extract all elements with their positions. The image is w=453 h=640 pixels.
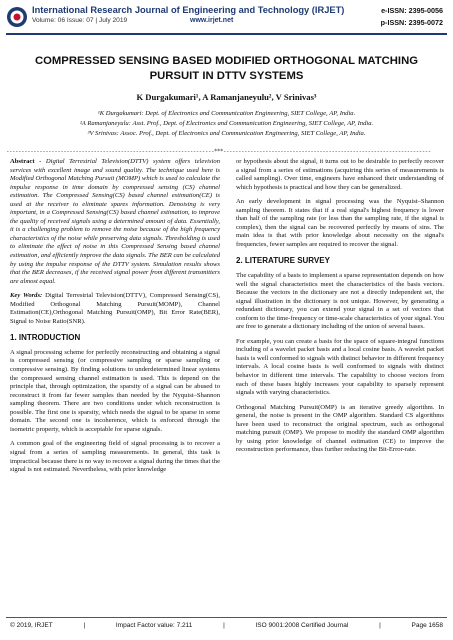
journal-header — [0, 0, 453, 34]
header-rule — [6, 33, 447, 35]
p-issn: p-ISSN: 2395-0072 — [380, 18, 443, 27]
e-issn: e-ISSN: 2395-0056 — [381, 6, 443, 15]
right-paragraph-3: The capability of a basis to implement a sparse representation depends on how well the signal characteristics meet the characteristics of the basis vectors. Because the vectors in the dictionary are not a directly independent set, the signal illustration in the dictionary is not unique. However, by generating a redundant dictionary, you can extend your signal in a set of vectors that conform to the time-frequency or time-scale characteristics of your signal. You are free to generate a dictionary including of the union of several bases. — [236, 272, 445, 331]
journal-volume: Volume: 06 Issue: 07 | July 2019 — [32, 17, 128, 24]
footer-separator-3: | — [379, 622, 381, 629]
right-paragraph-4: For example, you can create a basis for the space of square-integral functions including of a wavelet packet basis and a local cosine basis. A wavelet packet basis is well conformed to signals with distinct behavior in different frequency intervals. A local cosine basis is well conformed to signals with distinct behavior in different time intervals. The capability to choose vectors from each of these bases highly increases your capability to sparsely represent signals with varying characteristics. — [236, 337, 444, 397]
footer-iso: ISO 9001:2008 Certified Journal — [255, 622, 349, 629]
abstract — [10, 158, 220, 286]
footer-separator-1: | — [83, 622, 86, 629]
keywords — [10, 292, 220, 326]
left-column — [10, 158, 220, 481]
footer-page-number: Page 1658 — [411, 622, 443, 629]
footer-impact-factor: Impact Factor value: 7.211 — [115, 622, 193, 629]
paper-title: COMPRESSED SENSING BASED MODIFIED ORTHOGONAL MATCHING PURSUIT IN DTTV SYSTEMS — [34, 55, 419, 82]
paper-authors: K Durgakumari¹, A Ramanjaneyulu², V Srinivas³ — [136, 92, 317, 102]
abstract-label: Abstract - — [10, 158, 42, 165]
abstract-text: Digital Terrestrial Television(DTTV) system offers television services with excellent image and sound quality. The technique used here is Modified Orthogonal Matching Pursuit (MOMP) which is used to calculate the impulse response in time domain by compressed sensing (CS) channel estimation. The Compressed Sensing(CS) based channel estimation(CE) is used at the receiver to eliminate spares information. Denoising is very important, in a Compressed Sensing(CS) based channel estimation, to improve the quality of received signals using a determined amount of data. Essentially, it is a challenging problem to remove the noise because of the high frequency characteristics of the noise while preserving data signals. Thresholding is used to eliminate the effect of noise in this Compressed Sensing based channel estimation, and efficiently improve the data signals. The BER can be calculated by using the impulse response of the DTTV system. Simulation results shows that the BER decreases, if the received signal power from different transmitters are almost equal. — [10, 158, 221, 285]
journal-website[interactable]: www.irjet.net — [190, 17, 234, 24]
right-paragraph-2: An early development in signal processing was the Nyquist–Shannon sampling theorem. It states that if a real signal's highest frequency is lower than half of the sampling rate (or less than the sampling rate, if the signal is complex), then the signal can be recovered perfectly by means of sins. The main idea is that with prior knowledge about necessity on the signal's frequencies, fewer samples are required to recover the signal. — [236, 198, 444, 248]
section-separator: ---------------------------------------------------------------------***--------------------------------------------------------------------- — [6, 148, 431, 155]
keywords-text: Digital Terrestrial Television(DTTV), Compressed Sensing(CS), Modified Orthogonal Matching Pursuit(MOMP), Channel Estimation(CE),Orthogonal Matching Pursuit(OMP), Bit Error Rate(BER), Signal to Noise Ratio(SNR). — [10, 292, 220, 325]
affiliation-1: ¹K Durgakumari: Dept. of Electronics and Communication Engineering, SIET College, AP, India. — [97, 110, 356, 117]
keywords-label: Key Words: — [10, 292, 43, 300]
affiliation-2: ²A Ramanjaneyulu: Asst. Prof., Dept. of Electronics and Communication Engineering, SIET College, AP, India. — [79, 120, 374, 127]
footer-copyright: © 2019, IRJET — [10, 622, 53, 629]
right-paragraph-5: Orthogonal Matching Pursuit(OMP) is an iterative greedy algorithm. In general, the noise is present in the OMP algorithm. Standard CS algorithms have been used to reconstruct the original spectrum, such as orthogonal matching pursuit (OMP). We propose to modify the standard OMP algorithm by using prior knowledge of channel estimation (CE) to improve the reconstruction performance, thus further reducing the Bit-Error-rate. — [236, 403, 444, 454]
footer-separator-2: | — [223, 622, 225, 629]
right-column — [236, 158, 444, 461]
affiliation-3: ³V Srinivas: Assoc. Prof., Dept. of Electronics and Communication Engineering, SIET College, AP, India. — [87, 130, 366, 137]
section-heading-literature-survey: 2. LITERATURE SURVEY — [236, 256, 330, 266]
right-paragraph-1: or hypothesis about the signal, it turns out to be desirable to perfectly recover a signal from a series of estimations (acquiring this series of measurements is called sampling). Over time, engineers have enhanced their understanding of which hypothesis is practical and how they can be generalized. — [236, 158, 444, 191]
section-heading-introduction: 1. INTRODUCTION — [10, 333, 81, 343]
journal-name: International Research Journal of Engineering and Technology (IRJET) — [32, 5, 345, 15]
footer-rule — [6, 617, 447, 618]
page-footer — [10, 622, 443, 629]
intro-paragraph-2: A common goal of the engineering field of signal processing is to recover a signal from a series of sampling measurements. In general, this task is impractical because there is no way to recover a signal during the times that the signal is not estimated. Nevertheless, with prior knowledge — [10, 440, 220, 474]
intro-paragraph-1: A signal processing scheme for perfectly reconstructing and obtaining a signal is compressed sensing (or compressive sampling or sparse sampling or compressive sensing). By finding solutions to underdetermined linear systems the compressed sensing channel estimation is used. This is depend on the principle that, through optimization, the sparsity of a signal can be abused to reconstruct it from far fewer samples than needed by the Nyquist–Shannon sampling theorem. There are two conditions under which reconstruction is possible. The first one is sparsity, which needs the signal to be sparse in some domain. The second one is incoherence, which is enforced through the isometric property, which is acceptable for sparse signals. — [10, 348, 220, 433]
irjet-logo-icon — [6, 6, 28, 28]
